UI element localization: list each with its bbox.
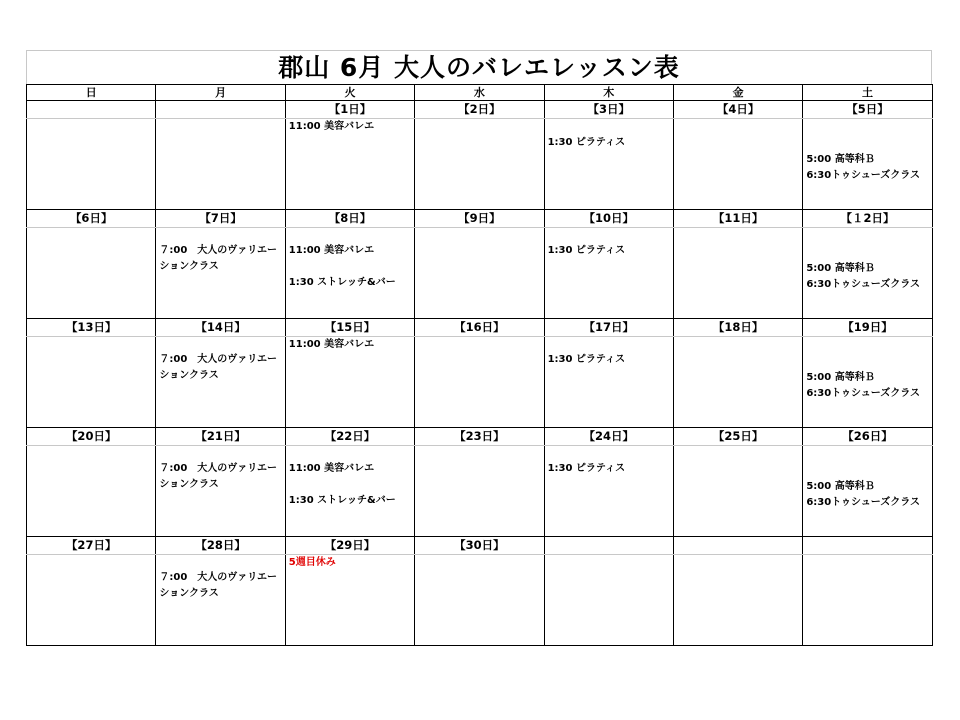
day-number [27,101,156,119]
weekday-header: 水 [415,85,544,101]
day-cell [156,446,285,537]
day-number: 【7日】 [156,210,285,228]
day-cell [803,555,932,646]
day-cell [803,228,932,319]
day-cell [156,228,285,319]
weekday-header: 月 [156,85,285,101]
day-number: 【1日】 [285,101,414,119]
weekday-header: 土 [803,85,932,101]
weekday-header: 日 [27,85,156,101]
date-row [27,537,933,555]
lesson-entry: 1:30 ピラティス [547,463,626,474]
day-cell [803,337,932,428]
day-cell [415,446,544,537]
day-cell [156,555,285,646]
lesson-entry: 6:30トゥシューズクラス [806,170,920,181]
day-number: 【17日】 [544,319,673,337]
day-cell [673,119,802,210]
day-number [156,101,285,119]
day-number: 【16日】 [415,319,544,337]
weekday-header-row [27,85,933,101]
lesson-entry: ７:00 大人のヴァリエーションクラス [159,354,278,381]
lesson-entry: 1:30 ストレッチ&バー [288,495,396,506]
lesson-entry: 5:00 高等科Ｂ [806,372,875,383]
day-number: 【14日】 [156,319,285,337]
day-number: 【１2日】 [803,210,932,228]
day-number: 【2日】 [415,101,544,119]
day-cell [415,337,544,428]
day-number: 【30日】 [415,537,544,555]
day-number [673,537,802,555]
day-number: 【4日】 [673,101,802,119]
day-cell [544,119,673,210]
day-number: 【28日】 [156,537,285,555]
day-cell [285,119,414,210]
date-row [27,210,933,228]
day-number: 【18日】 [673,319,802,337]
schedule-sheet [26,50,932,646]
lesson-entry: ７:00 大人のヴァリエーションクラス [159,572,278,599]
day-cell [673,337,802,428]
day-cell [673,228,802,319]
date-row [27,428,933,446]
day-cell [285,555,414,646]
day-number: 【5日】 [803,101,932,119]
day-cell [285,337,414,428]
day-number: 【8日】 [285,210,414,228]
day-cell [415,228,544,319]
day-cell [803,446,932,537]
lesson-entry: 6:30トゥシューズクラス [806,279,920,290]
lesson-entry: 11:00 美容バレエ [288,121,375,132]
day-cell [156,119,285,210]
day-cell [415,119,544,210]
lesson-entry: 6:30トゥシューズクラス [806,497,920,508]
event-row [27,337,933,428]
day-number: 【26日】 [803,428,932,446]
event-row [27,446,933,537]
day-cell [285,228,414,319]
lesson-entry: 11:00 美容バレエ [288,339,375,350]
lesson-entry: 11:00 美容バレエ [288,245,375,256]
day-cell [415,555,544,646]
lesson-entry: 5:00 高等科Ｂ [806,481,875,492]
day-cell [27,337,156,428]
weekday-header: 木 [544,85,673,101]
day-number: 【9日】 [415,210,544,228]
day-cell [544,228,673,319]
day-number [544,537,673,555]
lesson-entry: 11:00 美容バレエ [288,463,375,474]
day-cell [673,555,802,646]
lesson-entry: 1:30 ストレッチ&バー [288,277,396,288]
day-number: 【13日】 [27,319,156,337]
day-number: 【24日】 [544,428,673,446]
lesson-entry: 6:30トゥシューズクラス [806,388,920,399]
calendar-table [26,84,933,646]
holiday-note: 5週目休み [288,557,336,568]
day-cell [27,119,156,210]
lesson-entry: 5:00 高等科Ｂ [806,154,875,165]
day-number: 【20日】 [27,428,156,446]
day-number: 【21日】 [156,428,285,446]
event-row [27,228,933,319]
event-row [27,119,933,210]
day-number: 【23日】 [415,428,544,446]
day-number: 【29日】 [285,537,414,555]
day-cell [544,555,673,646]
day-number: 【25日】 [673,428,802,446]
day-cell [27,228,156,319]
schedule-title: 郡山 6月 大人のバレエレッスン表 [26,50,932,84]
event-row [27,555,933,646]
weekday-header: 火 [285,85,414,101]
day-number: 【11日】 [673,210,802,228]
day-cell [544,337,673,428]
lesson-entry: ７:00 大人のヴァリエーションクラス [159,463,278,490]
day-cell [673,446,802,537]
day-cell [803,119,932,210]
day-number: 【22日】 [285,428,414,446]
day-cell [156,337,285,428]
lesson-entry: 1:30 ピラティス [547,354,626,365]
date-row [27,319,933,337]
day-number: 【6日】 [27,210,156,228]
date-row [27,101,933,119]
lesson-entry: ７:00 大人のヴァリエーションクラス [159,245,278,272]
day-cell [544,446,673,537]
day-number: 【3日】 [544,101,673,119]
lesson-entry: 1:30 ピラティス [547,245,626,256]
day-cell [285,446,414,537]
day-number [803,537,932,555]
weekday-header: 金 [673,85,802,101]
day-number: 【10日】 [544,210,673,228]
day-number: 【27日】 [27,537,156,555]
lesson-entry: 1:30 ピラティス [547,137,626,148]
day-number: 【19日】 [803,319,932,337]
day-cell [27,555,156,646]
lesson-entry: 5:00 高等科Ｂ [806,263,875,274]
day-number: 【15日】 [285,319,414,337]
day-cell [27,446,156,537]
